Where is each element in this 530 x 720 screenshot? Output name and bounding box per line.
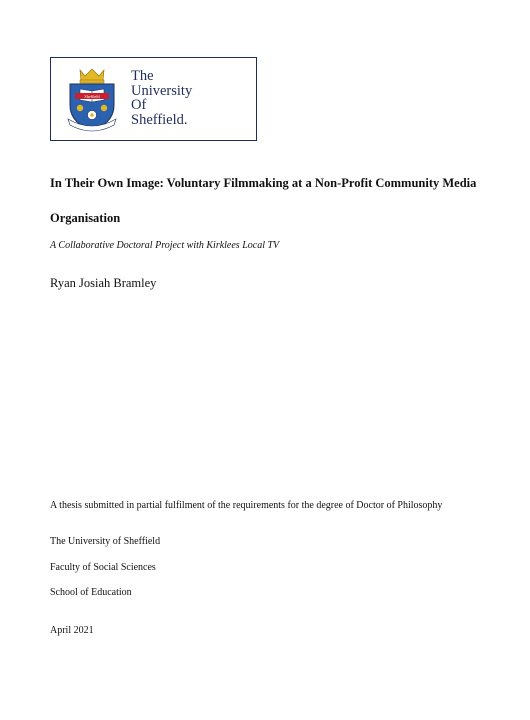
university-wordmark <box>131 69 192 127</box>
crest-banner-text: Sheffield <box>84 93 100 99</box>
thesis-subtitle: A Collaborative Doctoral Project with Kirklees Local TV <box>50 240 280 251</box>
submission-date: April 2021 <box>50 625 94 636</box>
author-name: Ryan Josiah Bramley <box>50 276 157 290</box>
wordmark-line: The <box>131 68 154 84</box>
thesis-title: In Their Own Image: Voluntary Filmmaking at a Non-Profit Community Media Organisation <box>50 176 477 225</box>
wordmark-line: University <box>131 82 193 99</box>
university-logo <box>50 57 257 141</box>
wordmark-line: Sheffield. <box>131 111 188 128</box>
faculty-name: Faculty of Social Sciences <box>50 562 156 573</box>
university-name: The University of Sheffield <box>50 536 161 547</box>
school-name: School of Education <box>50 587 132 598</box>
degree-statement: A thesis submitted in partial fulfilment of the requirements for the degree of Doctor of Philosophy <box>50 500 443 511</box>
wordmark-line: Of <box>131 97 147 113</box>
university-crest-icon <box>66 67 118 133</box>
